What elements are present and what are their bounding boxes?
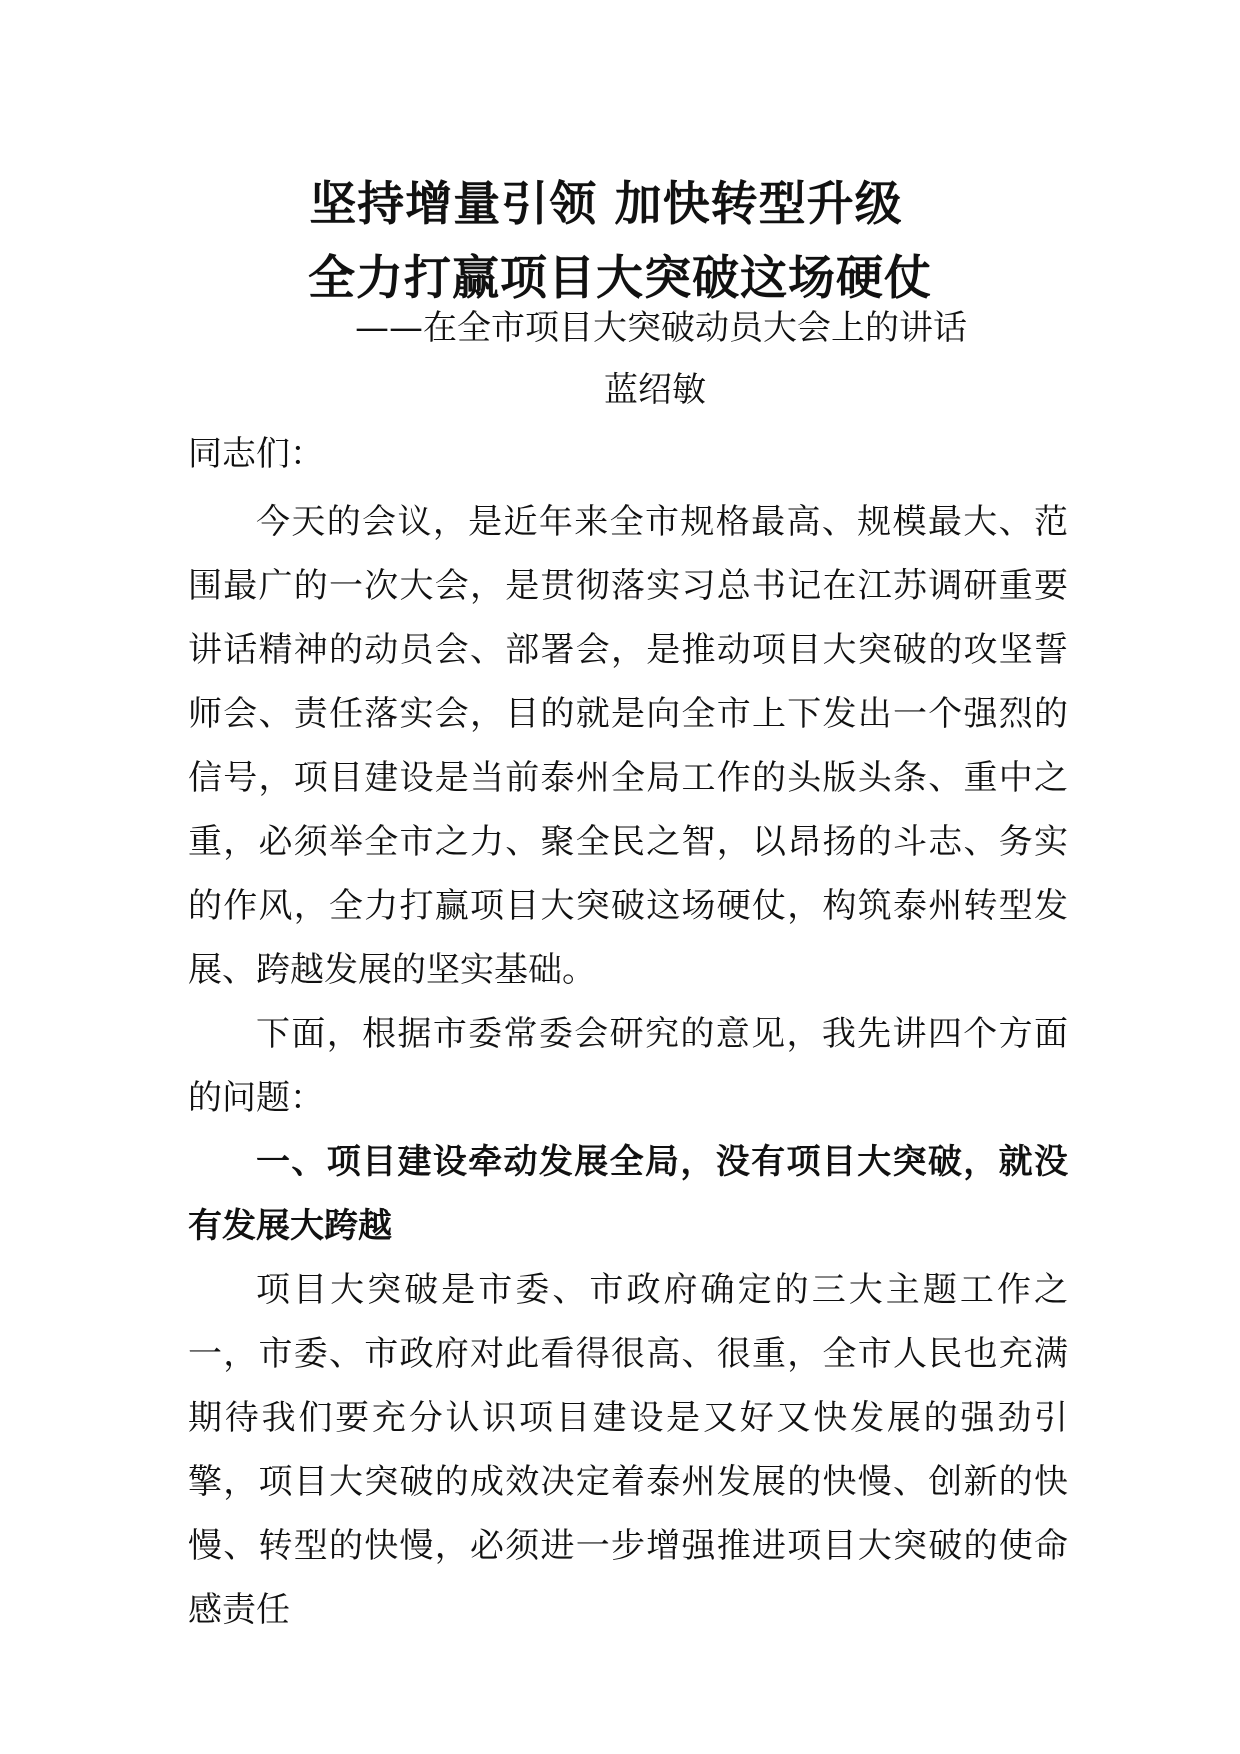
document-title xyxy=(0,168,1240,316)
section-heading-text: 一、项目建设牵动发展全局，没有项目大突破，就没有发展大跨越 xyxy=(188,1142,1068,1246)
paragraph-text: 项目大突破是市委、市政府确定的三大主题工作之一，市委、市政府对此看得很高、很重，全市人民也充满期待我们要充分认识项目建设是又好又快发展的强劲引擎，项目大突破的成效决定着泰州发展的快慢、创新的快慢、转型的快慢，必须进一步增强推进项目大突破的使命感责任 xyxy=(188,1270,1068,1630)
body-paragraph-3 xyxy=(188,1258,1068,1642)
salutation: 同志们： xyxy=(188,434,324,474)
body-paragraph-1 xyxy=(188,490,1068,1002)
paragraph-text: 下面，根据市委常委会研究的意见，我先讲四个方面的问题： xyxy=(188,1014,1068,1118)
body-paragraph-2 xyxy=(188,1002,1068,1130)
title-line-1: 坚持增量引领 加快转型升级 xyxy=(309,177,903,232)
title-line-2: 全力打赢项目大突破这场硬仗 xyxy=(308,251,932,306)
paragraph-text: 今天的会议，是近年来全市规格最高、规模最大、范围最广的一次大会，是贯彻落实习总书记在江苏调研重要讲话精神的动员会、部署会，是推动项目大突破的攻坚誓师会、责任落实会，目的就是向全市上下发出一个强烈的信号，项目建设是当前泰州全局工作的头版头条、重中之重，必须举全市之力、聚全民之智，以昂扬的斗志、务实的作风，全力打赢项目大突破这场硬仗，构筑泰州转型发展、跨越发展的坚实基础。 xyxy=(188,502,1068,990)
author-name: 蓝绍敏 xyxy=(604,370,706,410)
document-subtitle: ——在全市项目大突破动员大会上的讲话 xyxy=(355,308,967,348)
section-heading-1 xyxy=(188,1130,1068,1258)
